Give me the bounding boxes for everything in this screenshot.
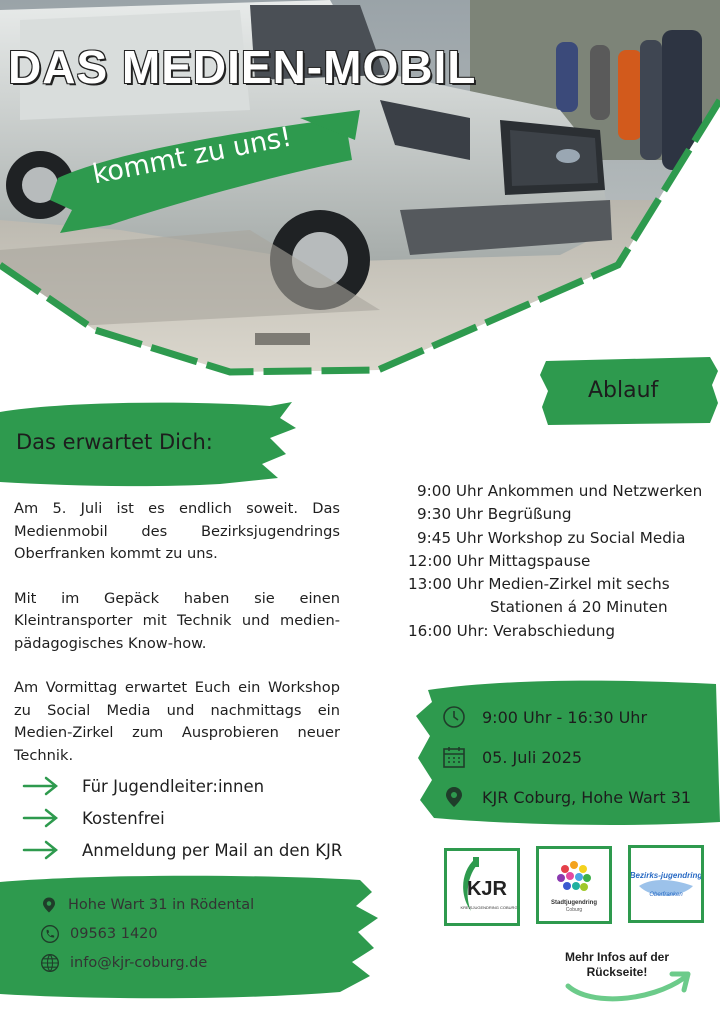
list-item — [22, 802, 342, 834]
event-date — [442, 737, 691, 777]
clock-icon — [442, 705, 466, 729]
event-time — [442, 697, 691, 737]
list-item — [22, 834, 342, 866]
intro-paragraph: Mit im Gepäck haben sie einen Kleintransporter mit Technik und medien-pädagogisches Know-how. — [14, 589, 340, 652]
calendar-icon — [442, 745, 466, 769]
email-link[interactable]: info@kjr-coburg.de — [70, 954, 208, 971]
arrow-right-icon — [22, 776, 60, 796]
schedule-item: 9:30 Uhr Begrüßung — [417, 505, 572, 524]
feature-label: Anmeldung per Mail an den KJR — [82, 840, 343, 860]
event-date-text: 05. Juli 2025 — [482, 747, 583, 767]
page-title: DAS MEDIEN-MOBIL — [8, 41, 477, 93]
bezirksjugendring-logo-sub: Oberfranken — [649, 892, 683, 898]
curved-arrow-icon — [560, 966, 700, 1006]
kjr-logo — [444, 848, 520, 926]
event-location-text: KJR Coburg, Hohe Wart 31 — [482, 787, 692, 807]
bezirksjugendring-logo-mark — [631, 848, 701, 920]
phone-text[interactable]: 09563 1420 — [70, 925, 158, 942]
arrow-right-icon — [22, 808, 60, 828]
stadtjugendring-logo-text: Stadtjugendring — [551, 900, 597, 906]
schedule-item: 13:00 Uhr Medien-Zirkel mit sechs — [408, 575, 670, 594]
schedule-item: 9:00 Uhr Ankommen und Netzwerken — [417, 482, 703, 500]
schedule-item: 9:45 Uhr Workshop zu Social Media — [417, 528, 686, 547]
section-heading: Das erwartet Dich: — [16, 430, 213, 454]
schedule-item: Stationen á 20 Minuten — [490, 598, 668, 617]
contact-email[interactable] — [40, 948, 254, 977]
bezirksjugendring-logo-text: Bezirks-jugendring — [631, 871, 701, 880]
schedule-item: 12:00 Uhr Mittagspause — [408, 551, 591, 570]
feature-label: Für Jugendleiter:innen — [82, 776, 265, 796]
contact-address — [40, 890, 254, 919]
schedule-item: 16:00 Uhr: Verabschiedung — [408, 621, 615, 640]
schedule-heading: Ablauf — [588, 378, 659, 403]
stadtjugendring-logo-mark — [539, 849, 609, 921]
more-info-note: Mehr Infos auf der Rückseite! — [564, 950, 669, 979]
intro-paragraph: Am Vormittag erwartet Euch ein Workshop zu Social Media und nachmittags ein Medien-Zirkel zum Ausprobieren neuer Technik. — [14, 679, 340, 764]
intro-paragraph: Am 5. Juli ist es endlich soweit. Das Medienmobil des Bezirksjugendrings Oberfranken kommt zu uns. — [14, 500, 340, 562]
address-text: Hohe Wart 31 in Rödental — [68, 896, 255, 913]
kjr-logo-sub: KREISJUGENDRING COBURG — [460, 905, 517, 910]
kjr-logo-mark — [447, 851, 517, 923]
bezirksjugendring-logo — [628, 845, 704, 923]
feature-label: Kostenfrei — [82, 808, 165, 828]
kjr-logo-text: KJR — [466, 878, 508, 900]
stadtjugendring-logo-sub: Coburg — [565, 907, 583, 913]
stadtjugendring-logo — [536, 846, 612, 924]
contact-phone[interactable] — [40, 919, 254, 948]
list-item — [22, 770, 342, 802]
hero-subtitle: kommt zu uns! — [90, 121, 295, 191]
event-location — [442, 777, 691, 817]
location-pin-icon — [442, 785, 466, 809]
intro-text — [14, 498, 340, 789]
location-pin-icon — [40, 895, 58, 915]
globe-icon — [40, 953, 60, 973]
phone-icon — [40, 924, 60, 944]
event-info — [442, 697, 691, 817]
contact-info — [40, 890, 254, 977]
arrow-right-icon — [22, 840, 60, 860]
feature-list — [22, 770, 342, 866]
schedule-list — [408, 480, 702, 643]
event-time-text: 9:00 Uhr - 16:30 Uhr — [482, 707, 648, 727]
